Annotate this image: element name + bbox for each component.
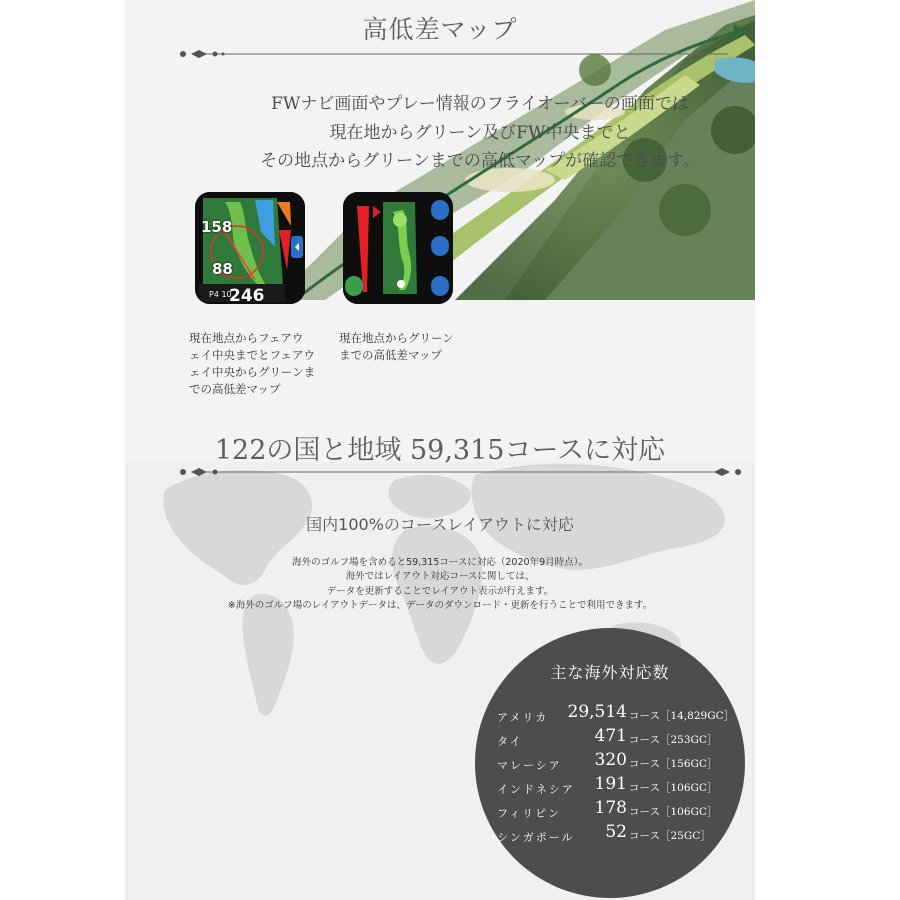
coverage-note: データを更新することでレイアウト表示が行えます。 [326, 586, 554, 597]
caption-fairway-elevation [189, 330, 315, 398]
watch-screen-green-elevation [343, 192, 453, 304]
course-suffix: コース［253GC］ [629, 734, 718, 746]
coverage-note: 海外ではレイアウト対応コースに関しては、 [345, 571, 535, 582]
caption-line: ェイ中央からグリーンま [189, 365, 316, 379]
country-row [497, 798, 737, 824]
coverage-note: 海外のゴルフ場を含めると59,315コースに対応（2020年9月時点）。 [292, 557, 588, 568]
country-name: アメリカ [497, 711, 549, 724]
ornament-divider [173, 48, 748, 60]
overseas-title: 主な海外対応数 [550, 663, 670, 682]
course-count: 191 [594, 774, 627, 794]
course-count: 52 [605, 822, 627, 842]
overseas-coverage-badge [475, 628, 745, 898]
caption-line: 現在地点からグリーン [339, 331, 454, 345]
intro-line: FWナビ画面やプレー情報のフライオーバーの画面では [271, 94, 689, 114]
country-row [497, 750, 737, 776]
course-suffix: コース［106GC］ [629, 806, 718, 818]
country-name: インドネシア [497, 783, 575, 796]
course-suffix: コース［25GC］ [629, 830, 711, 842]
country-name: シンガポール [497, 831, 575, 844]
caption-line: での高低差マップ [189, 382, 281, 396]
ornament-divider [173, 466, 748, 478]
course-suffix: コース［14,829GC］ [629, 710, 735, 722]
elevation-description [245, 90, 715, 176]
coverage-note: ※海外のゴルフ場のレイアウトデータは、データのダウンロード・更新を行うことで利用できます。 [227, 600, 653, 611]
distance-label: 88 [212, 260, 233, 278]
caption-line: ェイ中央までとフェアウ [189, 348, 315, 362]
country-name: マレーシア [497, 759, 562, 772]
country-row [497, 822, 737, 848]
watch-screen-fairway-navi [195, 192, 305, 304]
content-panel [125, 0, 755, 900]
elevation-map-graphic [343, 192, 453, 304]
caption-line: までの高低差マップ [339, 348, 443, 362]
section-title-elevation: 高低差マップ [362, 15, 518, 44]
section-title-coverage: 122の国と地域 59,315コースに対応 [214, 435, 666, 466]
course-count: 29,514 [567, 702, 627, 722]
intro-line: その地点からグリーンまでの高低マップが確認できます。 [260, 151, 700, 171]
course-count: 178 [594, 798, 627, 818]
country-row [497, 774, 737, 800]
course-count: 320 [594, 750, 627, 770]
country-name: フィリピン [497, 807, 562, 820]
caption-green-elevation [339, 330, 454, 364]
domestic-coverage-subtitle: 国内100%のコースレイアウトに対応 [306, 515, 574, 534]
intro-line: 現在地からグリーン及びFW中央までと [329, 122, 631, 143]
course-count: 471 [594, 726, 627, 746]
distance-to-green: 246 [229, 286, 265, 304]
country-name: タイ [497, 735, 523, 748]
course-suffix: コース［156GC］ [629, 758, 718, 770]
country-row [497, 726, 737, 752]
course-suffix: コース［106GC］ [629, 782, 718, 794]
hole-label: P4 10 [209, 290, 232, 299]
caption-line: 現在地点からフェアウ [189, 331, 304, 345]
distance-label: 158 [201, 218, 233, 236]
country-row [497, 702, 737, 728]
